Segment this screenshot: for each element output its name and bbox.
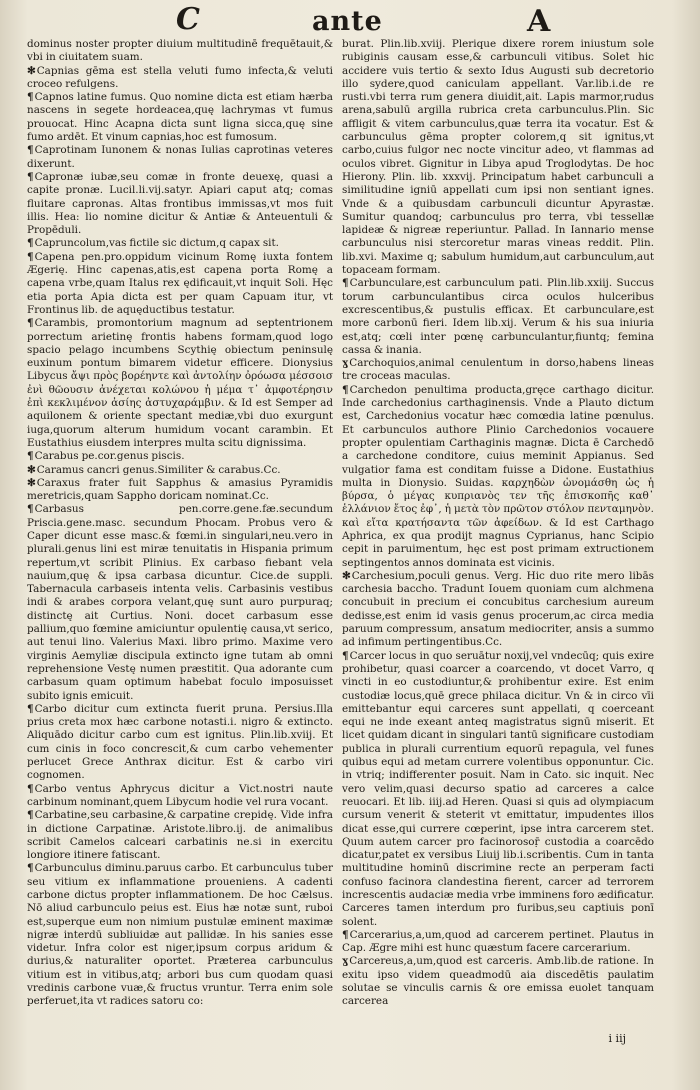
entry-text: Capronæ iubæ,seu comæ in fronte deuexę, quasi a capite pronæ. Lucil.li.vij.satyr. Apiari caput atq; comas fluitare capronas. Altas frontibus immissas,vt mos fuit illis. Hea: lio nomine dicitur & Antiæ & Anteuentuli & Propēduli.: [27, 170, 333, 237]
dictionary-entry: [27, 703, 333, 783]
entry-text: Capruncolum,vas fictile sic dictum,q capax sit.: [34, 237, 279, 250]
dictionary-entry: [27, 809, 333, 862]
entry-text: Caramus cancri genus.Similiter & carabus.Cc.: [36, 463, 281, 476]
entry-text: Caprotinam Iunonem & nonas Iulias caprotinas veteres dixerunt.: [27, 144, 333, 170]
dictionary-entry: [27, 65, 333, 92]
right-text-column: [342, 38, 654, 1009]
entry-text: Carbasus pen.corre.gene.fæ.secundum Priscia.gene.masc. secundum Phocam. Probus vero & Caper dicunt esse masc.& fœmi.in singulari,neu.vero in plurali.genus lini est miræ tenuitatis in Hispania primum repertum,vt scribit Plinius. Ex carbaso fiebant vela nauium,quę & ipsa carbasa dicuntur. Cice.de suppli. Tabernacula carbaseis intenta velis. Carbasinis vestibus indi & arabes corpora velant,quę sunt auro purpuraq; distinctę ait Curtius. Noni. docet carbasum esse pallium,quo fœmine amiciuntur opulentię causa,vt serico, aut tenui lino. Valerius Maxi. libro primo. Maxime vero virginis Aemyliæ discipula extincto igne tutam ab omni reprehensione Vestę numen præstitit. Qua adorante cum carbasum quam optimum habebat foculo imposuisset subito ignis emicuit.: [27, 503, 333, 702]
paragraph-mark-icon: ɣ: [342, 357, 349, 370]
paragraph-mark-icon: ✻: [27, 476, 36, 489]
dictionary-entry: [27, 91, 333, 144]
entry-text: Capena pen.pro.oppidum vicinum Romę iuxta fontem Ægerię. Hinc capenas,atis,est capena porta Romę a capena vrbe,quam Italus rex ędificauit,vt inquit Soli. Hęc etia porta Apia dicta est per quam Capuam itur, vt Frontinus lib. de aquęductibus testatur.: [27, 250, 333, 316]
paragraph-mark-icon: ¶: [342, 383, 349, 396]
entry-text: Carcer locus in quo seruātur noxij,vel vndecūq; quis exire prohibetur, quasi coarcer a coarcendo, vt docet Varro, q vincti in eo custodiuntur,& prohibentur exire. Est enim custodiæ locus,quē grece philaca dicitur. Vn & in circo vīi emittebantur equi carceres sunt appellati, q coerceant equi ne inde exeant anteq magistratus signū miserit. Et licet quidam dicant in singulari tantū significare custodiam publica in plurali currentium equorū repagula, vel funes quibus equi ad metam currere volentibus opponuntur. Cic. in vtriq; indifferenter posuit. Nam in Cato. sic inquit. Nec vero velim,quasi decurso spatio ad carceres a calce reuocari. Et lib. iiij.ad Heren. Quasi si quis ad olympiacum cursum venerit & steterit vt emittatur, impudentes illos dicat esse,qui currere cœperint, ipse intra carcerem stet. Quum autem carcer pro facinorosoṝ custodia a coarcēdo dicatur,patet ex versibus Liuij lib.i.scribentis. Cum in tanta multitudine hominū discrimine recte an perperam facti confuso facinora clandestina fierent, carcer ad terrorem increscentis audaciæ media vrbe imminens foro ædificatur. Carceres tamen interdum pro furibus,seu captiuis ponī solent.: [342, 649, 654, 928]
paragraph-mark-icon: ✻: [27, 463, 36, 476]
dictionary-entry: [342, 357, 654, 384]
running-header: [0, 0, 700, 40]
dictionary-entry: [342, 277, 654, 357]
paragraph-mark-icon: ¶: [27, 809, 34, 822]
paragraph-mark-icon: ¶: [27, 317, 34, 330]
paragraph-mark-icon: ¶: [342, 277, 349, 290]
entry-text: burat. Plin.lib.xviij. Plerique dixere rorem iniustum sole rubiginis causam esse,& carbunculi vitibus. Solet hic accidere vuis tertio & sexto Idus Augusti sub decretorio illo sydere,quod caniculam appellant. Var.lib.i.de re rusti.vbi terra rum genera diuidit,ait. Lapis marmor,rudus arena,sabulū argilla rubrica creta carbunculus.Plin. Sic affligit & vitem carbunculus,quæ terra ita vocatur. Est & carbunculus gēma propter colorem,q sit ignitus,vt carbo,cuius fulgor nec nocte vincitur adeo, vt flammas ad oculos vibret. Gignitur in Libya apud Troglodytas. De hoc Hierony. Plin. lib. xxxvij. Principatum habet carbunculi a similitudine igniū appellati cum ipsi non sentiant ignes. Vnde & a quibusdam carbunculi dicuntur Apyrastæ. Sumitur quandoq; carbunculus pro terra, vbi tessellæ lapideæ & nigreæ reperiuntur. Pallad. In Iannario mense carbunculus nisi stercoretur maras vineas reddit. Plin. lib.xvi. Maxime q; sabulum humidum,aut carbunculum,aut topaceam formam.: [342, 38, 654, 277]
dictionary-entry: [27, 317, 333, 450]
dictionary-entry: [27, 237, 333, 250]
paragraph-mark-icon: ✻: [27, 64, 36, 77]
entry-text: Carchedon penultima producta,gręce carthago dicitur. Inde carchedonius carthaginensis. Vnde a Plauto dictum est, Carchedonius vocatur hæc comœdia latine pœnulus. Et carbunculos authore Plinio Carchedonios vocauere propter opulentiam Carthaginis magnæ. Dicta ē Carchedō a carchedone conditore, cuius meminit Appianus. Sed vulgatior fama est conditam fuisse a Didone. Eustathius multa in Dionysio. Suidas. καρχηδὼν ὡνομάσθη ὡς ἡ βύρσα, ὁ μέγας κυπριανὸς τεν τῆς ἐπισκοπῆς καθ᾽ ἑλλάνιον ἔτος ἐφ᾽, ἡ μετὰ τὸν πρῶτον στόλον πενταμηνὸν. καὶ εἴτα κρατήσαντα τῶν ἀφείδων. & Id est Carthago Aphrica, ex qua prodijt magnus Cyprianus, hanc Scipio cepit in paruimentum, hęc est post primam extructionem septingentos annos dominata est vicinis.: [342, 383, 654, 569]
dictionary-entry: [27, 783, 333, 810]
entry-text: Carabus pe.cor.genus piscis.: [34, 450, 185, 463]
dictionary-entry: [27, 450, 333, 463]
entry-text: Carchesium,poculi genus. Verg. Hic duo rite mero libās carchesia baccho. Tradunt Iouem quoniam cum alchmena concubuit in precium ei concubitus carchesium aureum dedisse,est enim id vasis genus procerum,ac circa media paruum compressum, ansatum mediocriter, ansis a summo ad infimum pertingentibus.Cc.: [342, 569, 654, 649]
paragraph-mark-icon: ¶: [27, 237, 34, 250]
entry-text: Carchoquios,animal cenulentum in dorso,habens lineas tre croceas maculas.: [342, 357, 654, 383]
entry-text: Capnos latine fumus. Quo nomine dicta est etiam hærba nascens in segete hordeacea,quę lachrymas vt fumus prouocat. Hinc Acapna dicta sunt ligna sicca,quę sine fumo ardēt. Et vinum capnias,hoc est fumosum.: [27, 91, 333, 144]
left-text-column: [27, 38, 333, 1009]
entry-text: Carbunculus diminu.paruus carbo. Et carbunculus tuber seu vitium ex inflammatione proueniens. A cadenti carbone dictus propter inflammationem. De hoc Cælsus. Nō aliud carbunculo peius est. Eius hæ notæ sunt, ruboi est,superque eum non nimium pustulæ eminent maximæ nigræ interdū subliuidæ aut pallidæ. In his sanies esse videtur. Infra color est niger,ipsum corpus aridum & durius,& naturaliter oportet. Præterea carbunculus vitium est in vitibus,atq; arbori bus cum quodam quasi vredinis carbone vuæ,& fructus vruntur. Terra enim sole perferuet,ita vt radices satoru co:: [27, 862, 333, 1008]
dictionary-entry: [342, 570, 654, 650]
entry-text: Carbo ventus Aphrycus dicitur a Vict.nostri naute carbinum nominant,quem Libycum hodie vel rura vocant.: [27, 782, 333, 808]
dictionary-entry: [27, 38, 333, 65]
paragraph-mark-icon: ¶: [27, 250, 34, 263]
dictionary-entry: [27, 464, 333, 477]
paragraph-mark-icon: ¶: [342, 928, 349, 941]
entry-text: Capnias gēma est stella veluti fumo infecta,& veluti croceo refulgens.: [27, 64, 333, 90]
paragraph-mark-icon: ¶: [27, 450, 34, 463]
paragraph-mark-icon: ɣ: [342, 955, 349, 968]
dictionary-entry: [342, 929, 654, 956]
entry-text: Carbo dicitur cum extincta fuerit pruna. Persius.Illa prius creta mox hæc carbone notasti.i. nigro & extincto. Aliquādo dicitur carbo cum est ignitus. Plin.lib.xviij. Et cum cinis in foco concrescit,& cum carbo vehementer perlucet Grece Anthrax dicitur. Est & carbo viri cognomen.: [27, 702, 333, 782]
dictionary-entry: [27, 503, 333, 702]
entry-text: Carbatine,seu carbasine,& carpatine crepidę. Vide infra in dictione Carpatinæ. Aristote.libro.ij. de animalibus scribit Camelos calceari carbatinis ne.si in exercitu longiore itinere fatiscant.: [27, 809, 333, 862]
paragraph-mark-icon: ¶: [27, 91, 34, 104]
header-initial-right: A: [527, 4, 551, 39]
entry-text: Carcerarius,a,um,quod ad carcerem pertinet. Plautus in Cap. Ægre mihi est hunc quæstum facere carcerarium.: [342, 928, 654, 955]
paragraph-mark-icon: ¶: [27, 144, 34, 157]
entry-text: Caraxus frater fuit Sapphus & amasius Pyramidis meretricis,quam Sappho doricam nominat.Cc.: [27, 476, 333, 503]
header-initial-left: C: [176, 2, 200, 37]
paragraph-mark-icon: ¶: [27, 862, 34, 875]
paragraph-mark-icon: ¶: [27, 170, 34, 183]
paragraph-mark-icon: ¶: [27, 503, 34, 516]
paragraph-mark-icon: ¶: [342, 649, 349, 662]
dictionary-entry: [27, 144, 333, 171]
entry-text: Carcereus,a,um,quod est carceris. Amb.lib.de ratione. In exitu ipso videm queadmodū aia discedētis paulatim solutae se vinculis carnis & ore emissa euolet tanquam carcerea: [342, 955, 654, 1008]
signature-mark: i iij: [608, 1032, 626, 1045]
paragraph-mark-icon: ¶: [27, 702, 34, 715]
header-headword: ante: [312, 6, 383, 37]
dictionary-entry: [342, 384, 654, 570]
entry-text: dominus noster propter diuium multitudinē frequētauit,& vbi in ciuitatem suam.: [27, 38, 333, 64]
dictionary-entry: [27, 251, 333, 317]
paragraph-mark-icon: ¶: [27, 782, 34, 795]
dictionary-entry: [342, 650, 654, 929]
entry-text: Carbunculare,est carbunculum pati. Plin.lib.xxiij. Succus torum carbunculantibus circa oculos hulceribus excrescentibus,& pustulis efficax. Et carbunculare,est more carbonū fieri. Idem lib.xij. Verum & his sua iniuria est,atq; cœli inter pœnę carbunculantur,fiuntq; femina cassa & inania.: [342, 277, 654, 356]
dictionary-entry: [342, 38, 654, 277]
entry-text: Carambis, promontorium magnum ad septentrionem porrectum arietinę frontis habens formam,quod logo spacio pelago incumbens Scythię obiectum peninsulę euxinum pontum bimarem videtur efficere. Dionysius Libycus ἄψι πρὸς βορέηντε καὶ ἀντολίην ὀρόωσα μέσσοισ ἐνὶ θῶουσιν ἀνέχεται κολώνου ἡ μέμα τ᾽ ἀμφοτέρησιν ἐπὶ κεκλιμένον ἀσίης ἀστυχαράμβιν. & Id est Semper ad aquilonem & oriente spectant mediæ,vbi duo exurgunt iuga,quorum alterum humidum vocant carambin. Et Eustathius eiusdem interpres multa scitu dignissima.: [27, 317, 333, 449]
dictionary-entry: [27, 477, 333, 504]
dictionary-entry: [27, 862, 333, 1008]
paragraph-mark-icon: ✻: [342, 569, 351, 582]
dictionary-entry: [342, 955, 654, 1008]
dictionary-entry: [27, 171, 333, 237]
